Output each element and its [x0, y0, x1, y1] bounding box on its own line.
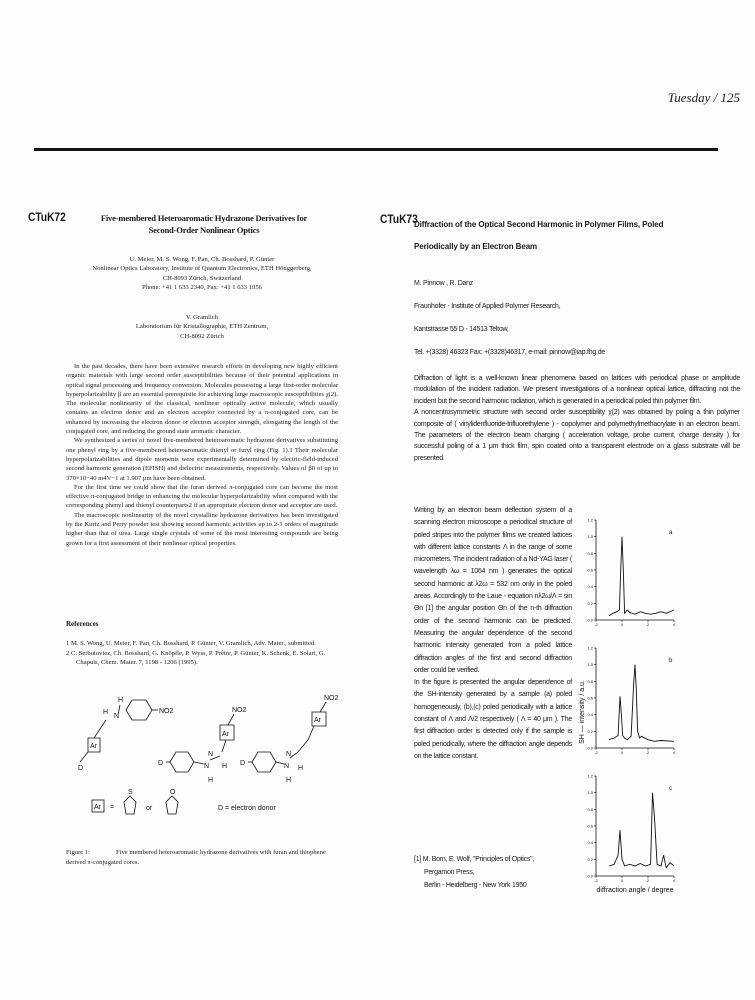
svg-text:0.4: 0.4 — [587, 584, 593, 590]
svg-text:H: H — [118, 697, 124, 704]
svg-text:4: 4 — [672, 622, 676, 627]
left-references — [66, 620, 338, 667]
panel-label: c — [669, 786, 672, 792]
svg-text:NO2: NO2 — [324, 695, 339, 702]
svg-text:Ar: Ar — [314, 717, 321, 724]
y-axis-label: SH — intensity / a.u. — [579, 680, 586, 744]
svg-text:0.2: 0.2 — [587, 600, 593, 606]
right-article-title — [414, 214, 734, 258]
svg-text:N: N — [208, 751, 214, 758]
thiophene-ring-icon — [124, 796, 136, 814]
right-body-narrow — [414, 505, 572, 763]
figure-caption-text: Five membered heteroaromatic hydrazone derivatives with furan and thiophene derived π-conjugated cores. — [66, 849, 326, 866]
reference-item: 2 C. Serbutoviez, Ch. Bosshard, G. Knöpfle, P. Wyss, P. Prêtre, P. Günter, K. Schenk, E. Solari, G. Chapuis, Chem. Mater. 7, 1198 - 1206 (1995). — [66, 649, 326, 666]
svg-text:1.2: 1.2 — [587, 773, 593, 779]
svg-text:H: H — [222, 763, 228, 770]
svg-text:4: 4 — [672, 878, 676, 883]
svg-text:0.6: 0.6 — [587, 823, 593, 829]
svg-text:0.2: 0.2 — [587, 728, 593, 734]
left-title-line-2: Second-Order Nonlinear Optics — [148, 225, 260, 235]
right-title-line-1: Diffraction of the Optical Second Harmonic in Polymer Films, Poled — [414, 220, 664, 229]
right-paragraph: A noncentrosymmetric structure with second order susceptibility χ(2) was obtained by poling a thin polymer composite of ( vinylidenfluoride-trifluorethylene ) - copolymer and polymethylmethacrylate in an electron beam. The parameters of the electron beam charging ( acceleration voltage, probe current, charge density ) for successful poling of a 1 μm thick film, spin coated onto a transparent electrode on a glass substrate will be presented. — [414, 409, 740, 462]
left-phone-fax: Phone: +41 1 633 2340, Fax: +41 1 633 1056 — [142, 283, 262, 291]
svg-text:N: N — [204, 763, 210, 770]
svg-text:1.0: 1.0 — [587, 790, 593, 796]
svg-text:0.6: 0.6 — [587, 695, 593, 701]
structure-3 — [248, 702, 326, 772]
svg-text:S: S — [128, 789, 133, 796]
left-authors-block — [66, 255, 338, 292]
svg-text:NO2: NO2 — [232, 707, 247, 714]
svg-text:=: = — [110, 804, 115, 811]
svg-text:1.0: 1.0 — [587, 534, 593, 540]
right-reference-line: [1] M. Born, E. Wolf, "Principles of Optics", — [414, 856, 535, 863]
sh-intensity-curve-b — [609, 665, 674, 742]
svg-text:0: 0 — [620, 622, 624, 627]
svg-text:0.8: 0.8 — [587, 806, 593, 812]
left-article-title — [70, 212, 338, 236]
svg-text:NO2: NO2 — [159, 708, 174, 715]
panel-label: a — [669, 530, 673, 536]
svg-text:0.0: 0.0 — [587, 745, 593, 751]
right-paragraph: Writing by an electron beam deflection system of a scanning electron microscope a periodical structure of poled stripes into the polymer films we created lattices with different lattice constants Λ in the range of some micrometers. The incident radiation of a Nd-YAG laser ( wavelength λω = 1064 nm ) generates the optical second harmonic at λ2ω = 532 nm only in the poled areas. Accordingly to the Laue - equation nλ2ω/Λ = sin Θn [1] the angular position Θn of the n-th diffraction order of the second harmonic can be predicted. Measuring the angular dependence of the second harmonic intensity generated from a poled lattice diffraction angles of the first and second diffraction order could be verified. — [414, 507, 572, 674]
svg-text:-2: -2 — [594, 878, 598, 883]
svg-text:Ar: Ar — [94, 804, 101, 811]
svg-text:H: H — [298, 765, 304, 772]
svg-text:0.0: 0.0 — [587, 617, 593, 623]
svg-text:0.0: 0.0 — [587, 873, 593, 879]
right-address: Kantstrasse 55 D - 14513 Teltow, — [414, 326, 509, 333]
right-reference-line: Pergamon Press, — [424, 869, 475, 876]
left-article-code: CTuK72 — [28, 210, 66, 224]
left-title-line-1: Five-membered Heteroaromatic Hydrazone Derivatives for — [100, 213, 308, 223]
figure-caption-label: Figure 1: — [66, 849, 90, 856]
right-article-code: CTuK73 — [380, 212, 418, 226]
left-affiliation-1: Nonlinear Optics Laboratory, Institute of Quantum Electronics, ETH Hönggerberg, — [92, 265, 312, 273]
svg-text:1.2: 1.2 — [587, 517, 593, 523]
svg-text:0: 0 — [620, 750, 624, 755]
svg-text:D: D — [240, 760, 246, 767]
svg-text:0.8: 0.8 — [587, 678, 593, 684]
right-paragraph: In the figure is presented the angular dependence of the SH-intensity generated by a sample (a) poled homogeneously, (b),(c) poled periodically with a lattice constant of Λ and Λ/2 respectively ( Λ = 40 μm ). The first diffraction order is detected only if the sample is poled periodically, where the diffraction angle depends on the lattice constant. — [414, 679, 572, 760]
sh-intensity-curve-a — [609, 537, 674, 616]
svg-text:1.2: 1.2 — [587, 645, 593, 651]
left-paragraph: In the past decades, there have been extensive research efforts in developing new highly efficient organic materials with large second order susceptibilities because of their potential applications in optical signal processing and frequency conversion. Molecules possessing a large first-order molecular hyperpolarizability β are an essential prerequisite for achieving large macroscopic susceptibilities χ(2). The molecular nonlinearity of the classical, nonlinear optically active molecule, which usually contains an electron donor and an electron acceptor connected by a π-conjugated core, can be enhanced by increasing the electron donor or electron acceptor strength, elongating the length of the conjugated core, and reducing the ground state aromatic character. — [66, 363, 338, 436]
left-author-2: V. Gramlich — [185, 314, 219, 321]
donor-definition: D = electron donor — [218, 805, 276, 812]
svg-text:2: 2 — [646, 750, 650, 755]
reference-item: 1 M. S. Wong, U. Meier, F. Pan, Ch. Bosshard, P. Günter, V. Gramlich, Adv. Mater., submitted. — [66, 640, 316, 648]
svg-text:0.8: 0.8 — [587, 550, 593, 556]
svg-text:H: H — [286, 777, 292, 784]
left-second-author-block — [66, 313, 338, 341]
svg-text:H: H — [103, 709, 109, 716]
x-axis-label: diffraction angle / degree — [596, 887, 674, 894]
structure-1 — [80, 700, 158, 762]
right-affiliation: Fraunhofer - Institute of Applied Polymer Research, — [414, 303, 561, 310]
svg-text:N: N — [114, 713, 120, 720]
running-head: Tuesday / 125 — [667, 90, 740, 105]
svg-text:O: O — [170, 789, 176, 796]
svg-text:or: or — [146, 805, 153, 812]
svg-text:2: 2 — [646, 622, 650, 627]
donor-label: D — [78, 765, 84, 772]
sh-intensity-chart — [578, 510, 708, 895]
right-authors: M. Pinnow , R. Danz — [414, 280, 474, 287]
header-rule — [34, 148, 718, 151]
panel-label: b — [669, 658, 673, 664]
left-affiliation-2: Laboratorium für Kristallographie, ETH Zentrum, — [135, 323, 269, 331]
left-body — [66, 362, 338, 548]
left-paragraph: For the first time we could show that the furan derived π-conjugated core can become the most effective π-conjugated bridge in enhancing the molecular hyperpolarizability when compared with the corresponding phenyl and thienyl counterparts2 if an appropriate electron donor and acceptor are used. — [66, 483, 338, 510]
left-authors: U. Meier, M. S. Wong, F. Pan, Ch. Bosshard, P. Günter — [129, 256, 275, 263]
svg-text:0.6: 0.6 — [587, 567, 593, 573]
ar-label: Ar — [90, 743, 97, 750]
left-paragraph: We synthesized a series of novel five-membered heteroaromatic hydrazone derivatives substituting one phenyl ring by a five-membered heteroaromatic thienyl or furyl ring (Fig. 1).1 Their molecular hyperpolarizabilities and dipole moments were experimentally determined by electric-field-induced second harmonic generation (EFISH) and dielectric measurements, respectively. Values of β0 of up to 370×10−40 m4V−1 at 1.907 μm have been obtained. — [66, 437, 338, 482]
right-body-wide — [414, 373, 740, 464]
svg-text:N: N — [286, 751, 292, 758]
furan-ring-icon — [166, 796, 178, 814]
svg-text:Ar: Ar — [222, 731, 229, 738]
references-heading: References — [66, 620, 99, 628]
left-address-1: CH-8093 Zürich, Switzerland — [162, 274, 242, 282]
sh-intensity-curve-c — [609, 793, 674, 868]
left-address-2: CH-8092 Zürich — [180, 332, 224, 340]
svg-text:2: 2 — [646, 878, 650, 883]
svg-text:D: D — [158, 760, 164, 767]
right-contact: Tel. +(3328) 46323 Fax: +(3328)46317, e-mail: pinnow@iap.fhg.de — [414, 349, 605, 356]
right-references — [414, 853, 574, 892]
svg-text:4: 4 — [672, 750, 676, 755]
svg-text:-2: -2 — [594, 622, 598, 627]
svg-text:-2: -2 — [594, 750, 598, 755]
right-title-line-2: Periodically by an Electron Beam — [414, 242, 538, 251]
svg-text:H: H — [208, 777, 214, 784]
right-paragraph: Diffraction of light is a well-known linear phenomena based on lattices with periodical phase or amplitude modulation of the incident radiation. We present investigations of a nonlinear optical lattice, diffracting not the incident but the second harmonic radiation, which is generated in a periodical poled thin polymer film. — [414, 375, 740, 405]
svg-text:0: 0 — [620, 878, 624, 883]
right-reference-line: Berlin - Heidelberg - New York 1950 — [424, 882, 527, 889]
figure-1-caption — [66, 848, 346, 868]
svg-text:0.4: 0.4 — [587, 712, 593, 718]
right-authors-block — [414, 272, 744, 364]
left-paragraph: The macroscopic nonlinearity of the novel crystalline hydrazone derivatives has been investigated by the Kurtz and Perry powder test showing second harmonic activities up to 2-3 orders of magnitude higher than that of urea. Large single crystals of some of the most interesting compounds are being grown for a first assessment of their nonlinear optical properties. — [66, 511, 338, 547]
svg-text:0.2: 0.2 — [587, 856, 593, 862]
svg-text:0.4: 0.4 — [587, 840, 593, 846]
svg-text:1.0: 1.0 — [587, 662, 593, 668]
figure-1-structures — [58, 690, 358, 840]
svg-text:N: N — [284, 763, 290, 770]
